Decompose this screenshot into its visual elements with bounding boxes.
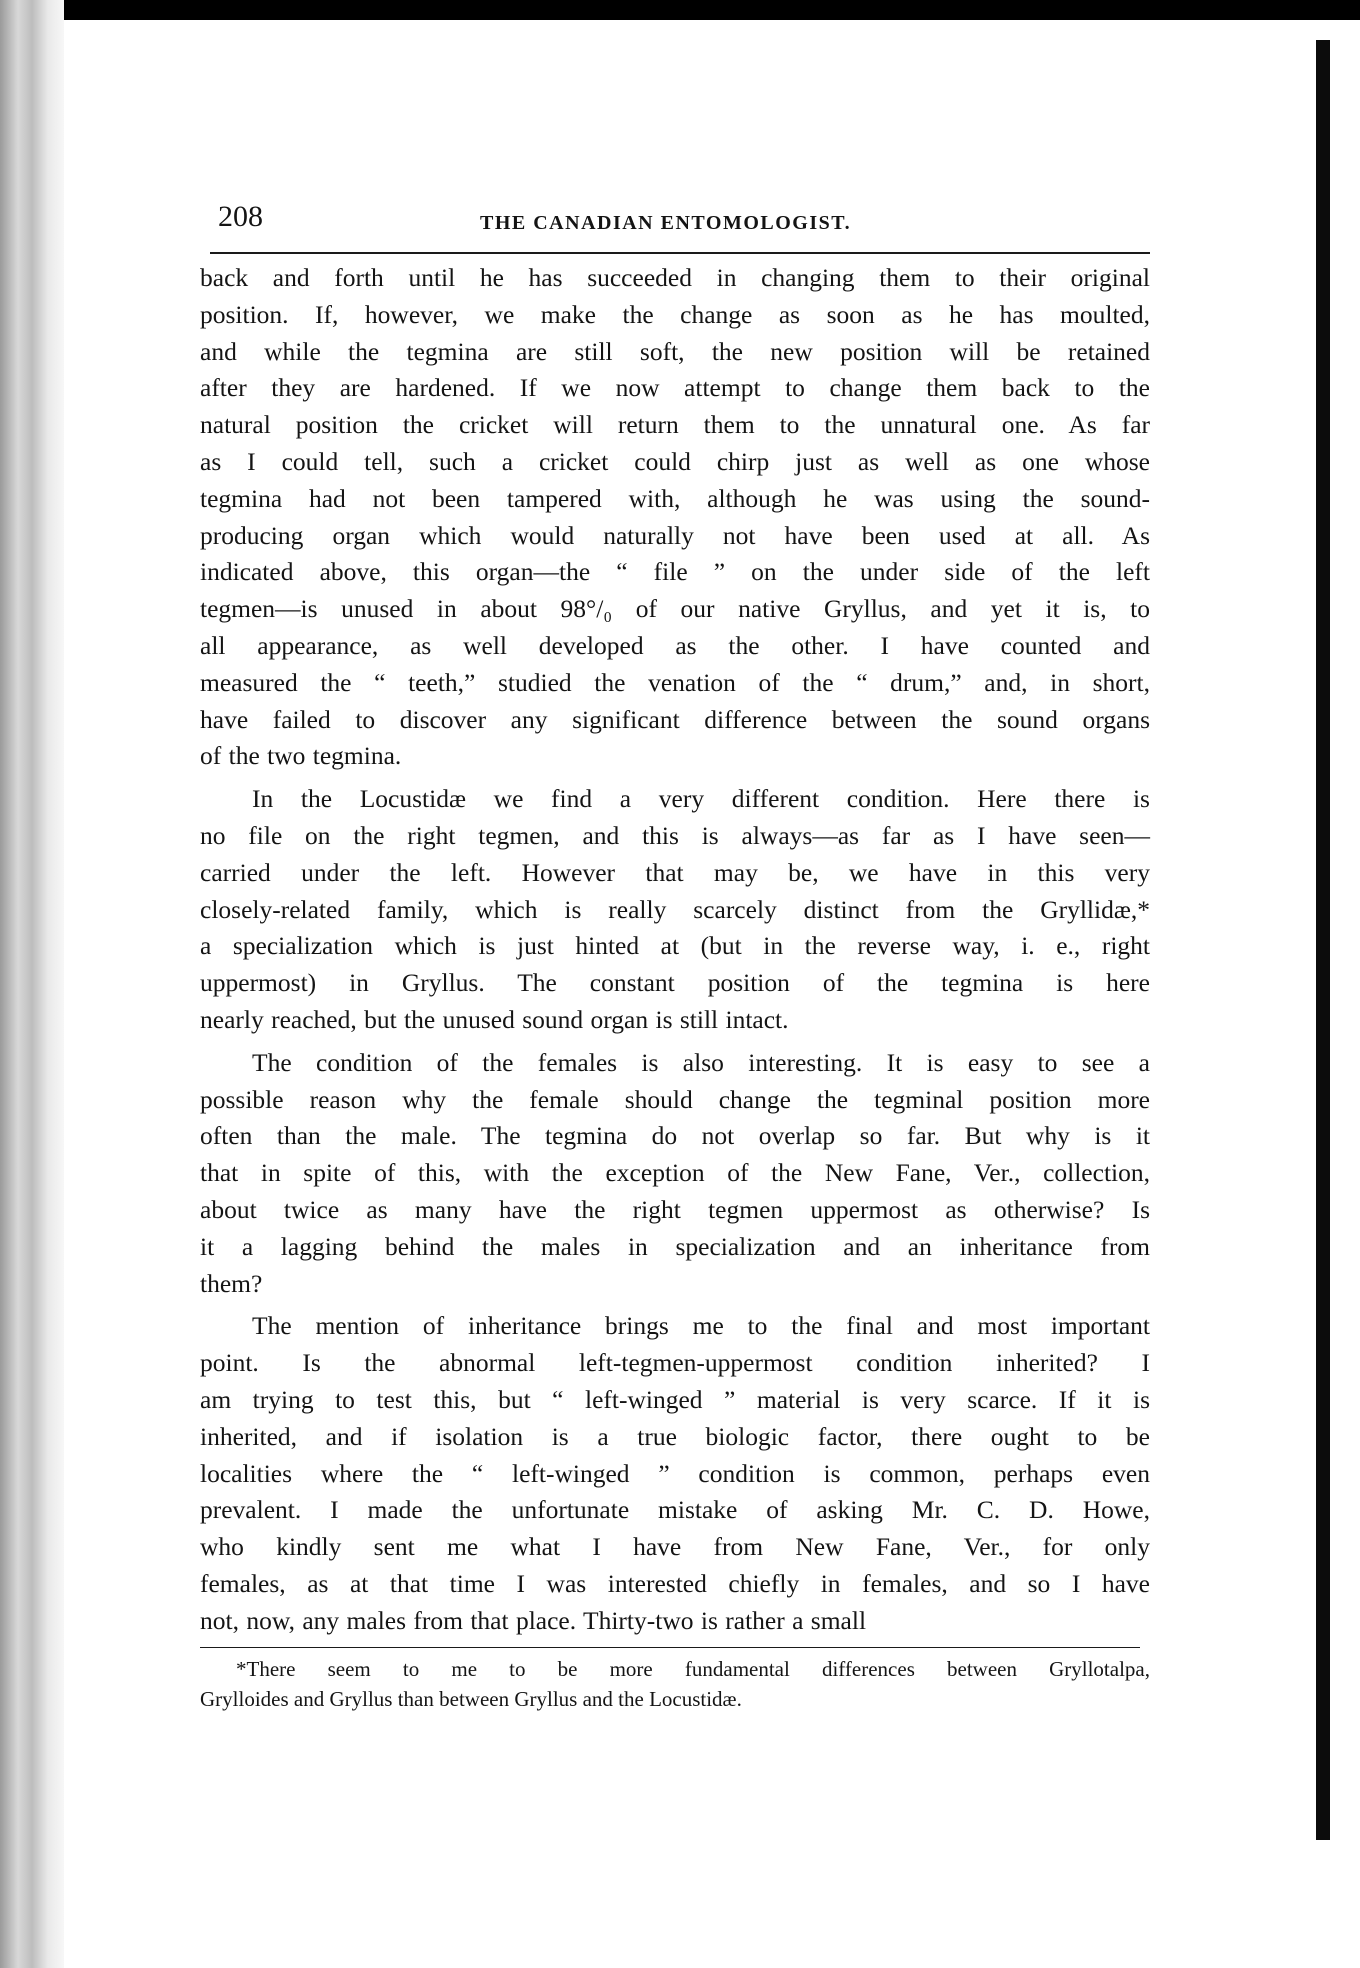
page-number: 208 [218, 200, 263, 233]
text-line: no file on the right tegmen, and this is always—as far as I have seen— [200, 820, 1150, 850]
text-line: have failed to discover any significant difference between the sound organs [200, 704, 1150, 734]
text-line: about twice as many have the right tegmen uppermost as otherwise? Is [200, 1194, 1150, 1224]
text-line: position. If, however, we make the change as soon as he has moulted, [200, 299, 1150, 329]
text-line: The condition of the females is also interesting. It is easy to see a [252, 1047, 1150, 1077]
text-line: as I could tell, such a cricket could chirp just as well as one whose [200, 446, 1150, 476]
text-line: of the two tegmina. [200, 741, 402, 771]
scan-top-border [0, 0, 1360, 20]
text-line: a specialization which is just hinted at (but in the reverse way, i. e., right [200, 931, 1150, 961]
text-line: and while the tegmina are still soft, the new position will be retained [200, 336, 1150, 366]
paragraph [200, 1045, 1150, 1303]
text-line: carried under the left. However that may be, we have in this very [200, 857, 1150, 887]
text-line: tegmina had not been tampered with, although he was using the sound- [200, 483, 1150, 513]
text-line: possible reason why the female should change the tegminal position more [200, 1084, 1150, 1114]
text-line: who kindly sent me what I have from New Fane, Ver., for only [200, 1532, 1150, 1562]
text-line: The mention of inheritance brings me to the final and most important [252, 1311, 1150, 1341]
text-line: In the Locustidæ we find a very different condition. Here there is [252, 784, 1150, 814]
footnote-line: *There seem to me to be more fundamental differences between Gryllotalpa, [236, 1657, 1150, 1682]
text-line: it a lagging behind the males in specialization and an inheritance from [200, 1231, 1150, 1261]
scan-right-border [1316, 40, 1330, 1840]
text-line: females, as at that time I was interested chiefly in females, and so I have [200, 1568, 1150, 1598]
text-line: nearly reached, but the unused sound organ is still intact. [200, 1004, 789, 1034]
text-line: that in spite of this, with the exception of the New Fane, Ver., collection, [200, 1158, 1150, 1188]
book-page [200, 190, 1150, 1714]
text-line: back and forth until he has succeeded in changing them to their original [200, 263, 1150, 292]
text-line: them? [200, 1268, 263, 1298]
text-line: closely-related family, which is really scarcely distinct from the Gryllidæ,* [200, 894, 1150, 924]
text-line: uppermost) in Gryllus. The constant position of the tegmina is here [200, 968, 1150, 998]
text-line: measured the “ teeth,” studied the venation of the “ drum,” and, in short, [200, 667, 1150, 697]
footnote-rule [200, 1647, 1140, 1648]
text-line: point. Is the abnormal left-tegmen-uppermost condition inherited? I [200, 1348, 1150, 1378]
body-text [200, 260, 1150, 1639]
text-line: often than the male. The tegmina do not overlap so far. But why is it [200, 1121, 1150, 1151]
footnote [200, 1654, 1150, 1714]
text-line: localities where the “ left-winged ” condition is common, perhaps even [200, 1458, 1150, 1488]
text-line: prevalent. I made the unfortunate mistake of asking Mr. C. D. Howe, [200, 1495, 1150, 1525]
running-head [200, 190, 1150, 238]
text-line: indicated above, this organ—the “ file ” on the under side of the left [200, 557, 1150, 587]
text-line: tegmen—is unused in about 98°/₀ of our native Gryllus, and yet it is, to [200, 594, 1150, 624]
paragraph [200, 781, 1150, 1039]
journal-title: THE CANADIAN ENTOMOLOGIST. [480, 212, 852, 234]
footnote-line: Grylloides and Gryllus than between Gryllus and the Locustidæ. [200, 1687, 742, 1712]
text-line: inherited, and if isolation is a true biologic factor, there ought to be [200, 1421, 1150, 1451]
paragraph [200, 1308, 1150, 1639]
text-line: natural position the cricket will return them to the unnatural one. As far [200, 410, 1150, 440]
text-line: all appearance, as well developed as the other. I have counted and [200, 630, 1150, 660]
scan-margin-strip [1330, 20, 1360, 1968]
text-line: after they are hardened. If we now attempt to change them back to the [200, 373, 1150, 403]
text-line: not, now, any males from that place. Thirty-two is rather a small [200, 1605, 867, 1635]
scan-binding-edge [0, 0, 64, 1968]
text-line: am trying to test this, but “ left-winged ” material is very scarce. If it is [200, 1384, 1150, 1414]
paragraph [200, 260, 1150, 775]
header-rule [210, 252, 1150, 254]
text-line: producing organ which would naturally not have been used at all. As [200, 520, 1150, 550]
